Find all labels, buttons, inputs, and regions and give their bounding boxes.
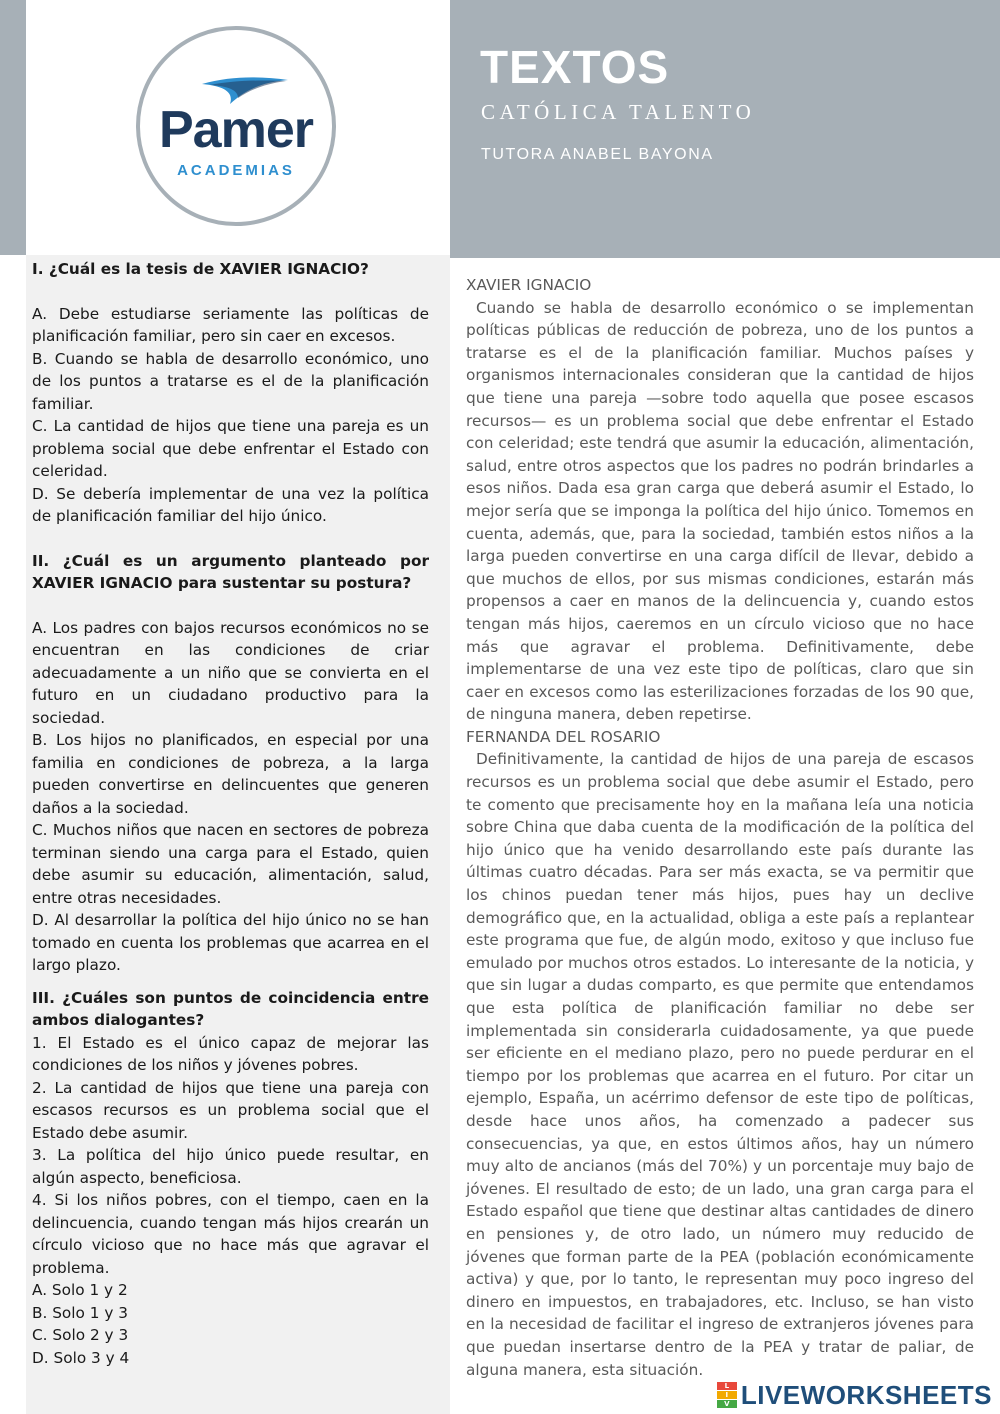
answer-option: A. Solo 1 y 2 [32,1281,128,1299]
speaker-text: Cuando se habla de desarrollo económico o se implementan políticas públicas de reducción de pobreza, uno de los puntos a tratarse es el de la planificación familiar. Muchos países y organismos internacionales consideran que la cantidad de hijos que tiene una pareja —sobre todo aquella que posee escasos recursos— es un problema social que debe enfrentar el Estado con celeridad; este tendrá que asumir la educación, alimentación, salud, entre otros aspectos que los padres no podrán brindarles a esos niños. Dada esa gran carga que deberá asumir el Estado, lo mejor sería que se imponga la política del hijo único. Tomemos en cuenta, además, que, para la sociedad, también estos niños a la larga pueden convertirse en una carga difícil de llevar, debido a que muchos de ellos, por sus mismas condiciones, estarán más propensos a caer en manos de la delincuencia y, cuando estos tengan más hijos, caeremos en un círculo vicioso que no hace más que agravar el problema. Definitivamente, debe implementarse de una vez este tipo de políticas, claro que sin caer en excesos como las esterilizaciones forzadas de los 90 que, de ninguna manera, deben repetirse. [466,298,974,724]
answer-option: C. Muchos niños que nacen en sectores de pobreza terminan siendo una carga para el Estado, quien debe asumir su educación, alimentación, salud, entre otras necesidades. [32,821,429,907]
answer-option: B. Cuando se habla de desarrollo económico, uno de los puntos a tratarse es el de la planificación familiar. [32,349,429,413]
tutor-name: TUTORA ANABEL BAYONA [481,146,714,163]
logo-wordmark: Pamer [159,101,313,159]
speaker-name: XAVIER IGNACIO [466,276,592,294]
liveworksheets-mark-icon [717,1382,737,1408]
answer-option: D. Se debería implementar de una vez la política de planificación familiar del hijo único. [32,484,429,525]
question-prompt: II. ¿Cuál es un argumento planteado por XAVIER IGNACIO para sustentar su postura? [32,551,429,592]
mark-letter: L [717,1382,737,1390]
question-prompt: I. ¿Cuál es la tesis de XAVIER IGNACIO? [32,260,369,278]
reading-column [466,274,974,1381]
statement: 3. La política del hijo único puede resultar, en algún aspecto, beneficiosa. [32,1146,429,1187]
answer-option: B. Solo 1 y 3 [32,1303,129,1322]
answer-option: C. Solo 2 y 3 [32,1326,129,1344]
header-panel [450,0,1000,258]
answer-option: B. Los hijos no planificados, en especial por una familia en condiciones de pobreza, a la larga pueden convertirse en delincuentes que generen daños a la sociedad. [32,731,429,817]
mark-letter: V [717,1400,737,1408]
question-prompt: III. ¿Cuáles son puntos de coincidencia entre ambos dialogantes? [32,988,429,1029]
speaker-name: FERNANDA DEL ROSARIO [466,727,661,746]
questions-column [32,258,429,1369]
answer-option: D. Solo 3 y 4 [32,1348,130,1367]
liveworksheets-brand: LIVEWORKSHEETS [740,1379,992,1410]
liveworksheets-logo [717,1380,992,1410]
statement: 2. La cantidad de hijos que tiene una pareja con escasos recursos es un problema social que el Estado debe asumir. [32,1078,429,1142]
page-subtitle: CATÓLICA TALENTO [481,100,756,124]
answer-option: A. Los padres con bajos recursos económicos no se encuentran en las condiciones de criar adecuadamente a un niño que se convierta en el futuro en un ciudadano productivo para la sociedad. [32,618,429,727]
answer-option: D. Al desarrollar la política del hijo único no se han tomado en cuenta los problemas que acarrea en el largo plazo. [32,911,429,974]
answer-option: C. La cantidad de hijos que tiene una pareja es un problema social que debe enfrentar el Estado con celeridad. [32,417,429,480]
answer-option: A. Debe estudiarse seriamente las políticas de planificación familiar, pero sin caer en excesos. [32,304,429,345]
logo-subtitle: ACADEMIAS [177,162,295,179]
page-title: TEXTOS [480,41,670,93]
left-accent-strip [0,0,26,255]
statement: 4. Si los niños pobres, con el tiempo, caen en la delincuencia, cuando tengan más hijos crearán un círculo vicioso que no hace más que agravar el problema. [32,1191,429,1277]
statement: 1. El Estado es el único capaz de mejorar las condiciones de los niños y jóvenes pobres. [32,1033,429,1074]
speaker-text: Definitivamente, la cantidad de hijos de una pareja de escasos recursos es un problema social que debe asumir el Estado, pero te comento que precisamente hoy en la mañana leía una noticia sobre China que daba cuenta de la modificación de la política del hijo único que ha venido desarrollando este país durante las últimas cuatro décadas. Para ser más exacta, se va permitir que los chinos puedan tener más hijos, pues hay un declive demográfico que, en la actualidad, obliga a este país a replantear este programa que fue, de algún modo, exitoso y que incluso fue emulado por muchos otros estados. Lo interesante de la noticia, y que sin lugar a dudas comparto, es que permite que entendamos que esta política de planificación familiar no debe ser implementada sin considerarla cuidadosamente, ya que puede ser eficiente en el mediano plazo, pero no puede perdurar en el tiempo por los problemas que acarrea en el futuro. Por citar un ejemplo, España, un acérrimo defensor de este tipo de políticas, desde hace unos años, ha comenzado a padecer sus consecuencias, ya que, en estos últimos años, hay un número muy alto de ancianos (más del 70%) y un porcentaje muy bajo de jóvenes. El resultado de esto; de un lado, una gran carga para el Estado español que tiene que destinar altas cantidades de dinero en pensiones y, de otro lado, un número muy reducido de jóvenes que forman parte de la PEA (población económicamente activa) y que, por lo tanto, le representan muy poco ingreso del dinero en impuestos, en trabajadores, etc. Incluso, se han visto en la necesidad de facilitar el ingreso de extranjeros jóvenes para que puedan insertarse dentro de la PEA y tratar de paliar, de alguna manera, esta situación. [466,750,974,1379]
mark-letter: I [717,1391,737,1399]
